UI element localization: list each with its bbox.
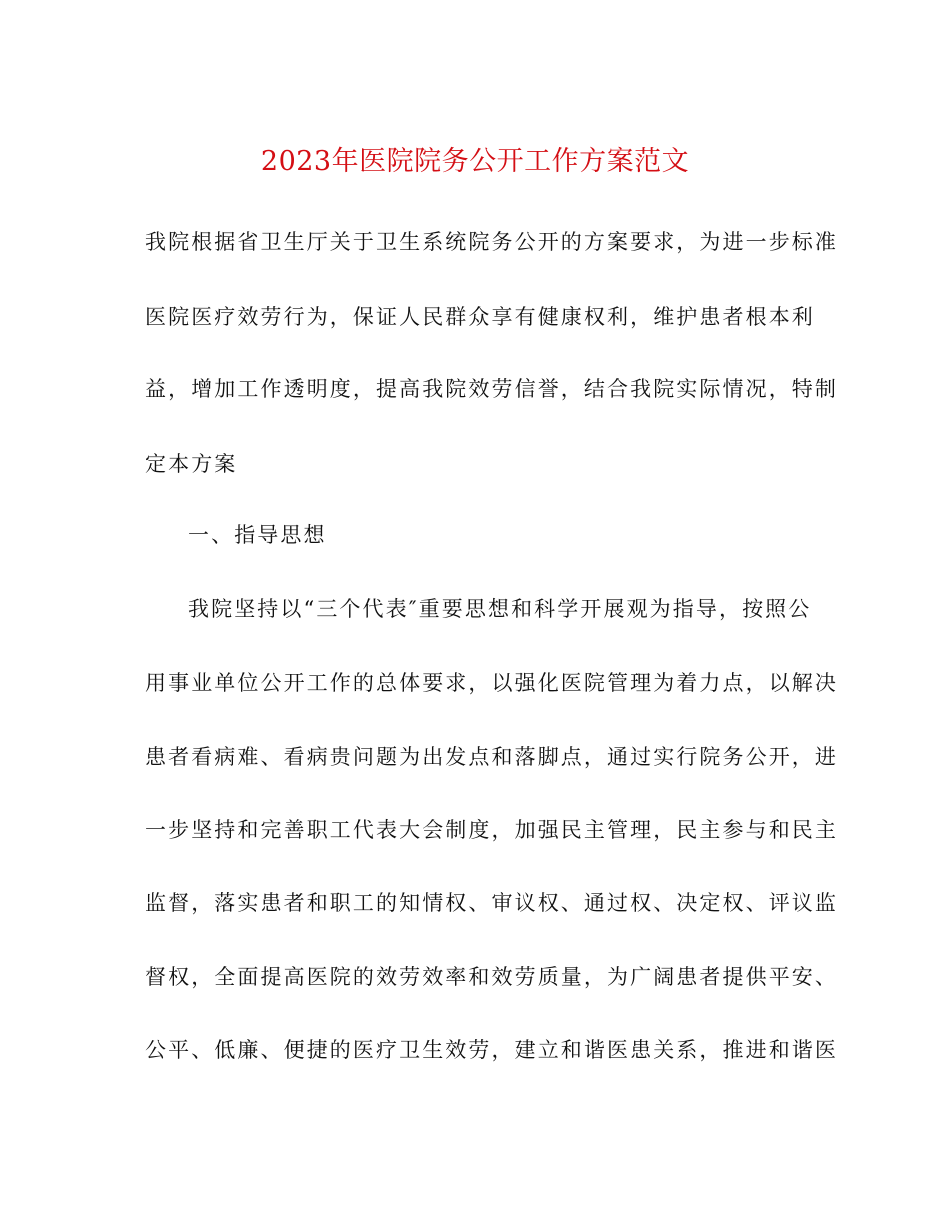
paragraph-line: 督权，全面提高医院的效劳效率和效劳质量，为广阔患者提供平安、 (145, 965, 838, 989)
paragraph-line: 我院根据省卫生厅关于卫生系统院务公开的方案要求，为进一步标准 (145, 230, 838, 254)
paragraph-line: 益，增加工作透明度，提高我院效劳信誉，结合我院实际情况，特制 (145, 377, 838, 401)
paragraph-line: 医院医疗效劳行为，保证人民群众享有健康权利，维护患者根本利 (145, 305, 815, 329)
paragraph-line: 定本方案 (145, 452, 238, 476)
document-title: 2023年医院院务公开工作方案范文 (260, 146, 690, 177)
paragraph-line: 我院坚持以“三个代表″重要思想和科学开展观为指导，按照公 (188, 597, 812, 621)
paragraph-line: 患者看病难、看病贵问题为出发点和落脚点，通过实行院务公开，进 (145, 745, 838, 769)
paragraph-line: 监督，落实患者和职工的知情权、审议权、通过权、决定权、评议监 (145, 891, 838, 915)
paragraph-line: 公平、低廉、便捷的医疗卫生效劳，建立和谐医患关系，推进和谐医 (145, 1038, 838, 1062)
paragraph-line: 一步坚持和完善职工代表大会制度，加强民主管理，民主参与和民主 (145, 818, 838, 842)
paragraph-line: 用事业单位公开工作的总体要求，以强化医院管理为着力点，以解决 (145, 671, 838, 695)
section-heading: 一、指导思想 (188, 523, 327, 547)
